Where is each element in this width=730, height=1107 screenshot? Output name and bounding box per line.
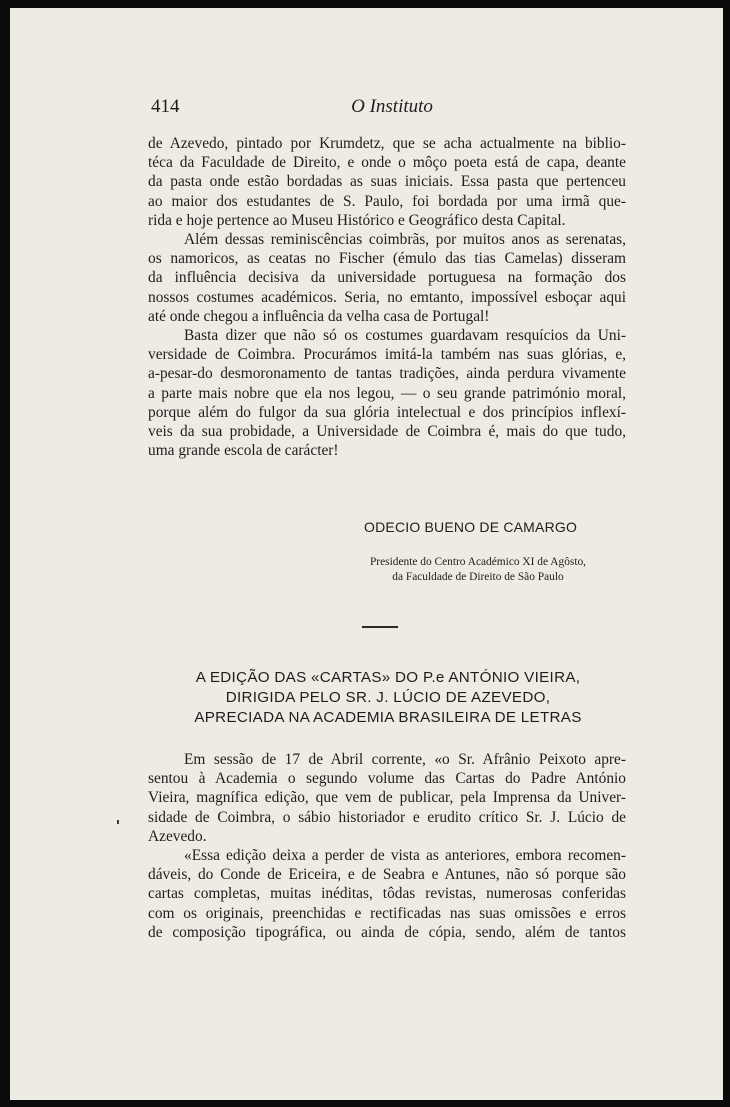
signature-role-line: Presidente do Centro Académico XI de Agôsto, xyxy=(369,556,587,568)
section-title-line: A EDIÇÃO DAS «CARTAS» DO P.e ANTÓNIO VIEIRA, xyxy=(195,669,581,686)
text-line: Em sessão de 17 de Abril corrente, «o Sr. Afrânio Peixoto apre- xyxy=(184,751,626,768)
text-line: «Essa edição deixa a perder de vista as anteriores, embora recomen- xyxy=(184,847,626,865)
text-line: rida e hoje pertence ao Museu Histórico e Geográfico desta Capital. xyxy=(148,211,566,229)
running-title: O Instituto xyxy=(351,96,433,117)
section-title xyxy=(150,668,626,728)
signature-role xyxy=(347,555,609,585)
text-line: nossos costumes académicos. Seria, no emtanto, impossível esboçar aqui xyxy=(148,288,626,306)
text-line: sidade de Coimbra, o sábio historiador e erudito crítico Sr. J. Lúcio de xyxy=(148,808,626,826)
text-line: uma grande escola de carácter! xyxy=(148,442,339,460)
text-line: de Azevedo, pintado por Krumdetz, que se acha actualmente na biblio- xyxy=(148,135,626,152)
section-divider xyxy=(362,626,398,628)
text-line: veis da sua probidade, a Universidade de Coimbra é, mais do que tudo, xyxy=(148,423,626,441)
text-line: os namoricos, as ceatas no Fischer (émulo das tias Camelas) disseram xyxy=(148,250,626,268)
text-line: até onde chegou a influência da velha casa de Portugal! xyxy=(148,307,490,325)
text-line: ao maior dos estudantes de S. Paulo, foi bordada por uma irmã que- xyxy=(148,192,626,210)
text-line: Basta dizer que não só os costumes guardavam resquícios da Uni- xyxy=(184,327,626,345)
text-line: cartas completas, muitas inéditas, tôdas revistas, numerosas conferidas xyxy=(148,885,626,903)
text-line: da pasta onde estão bordadas as suas iniciais. Essa pasta que pertenceu xyxy=(148,173,626,191)
text-line: da influência decisiva da universidade portuguesa na formação dos xyxy=(148,269,626,287)
text-line: a parte mais nobre que ela nos legou, — o seu grande património moral, xyxy=(148,384,626,402)
margin-mark xyxy=(117,820,119,824)
section-title-line: DIRIGIDA PELO SR. J. LÚCIO DE AZEVEDO, xyxy=(225,689,551,706)
text-line: versidade de Coimbra. Procurámos imitá-la também nas suas glórias, e, xyxy=(148,346,626,364)
section-body-text xyxy=(148,750,626,942)
text-line: com os originais, preenchidas e rectificadas nas suas omissões e erros xyxy=(148,904,626,922)
signature-role-line: da Faculdade de Direito de São Paulo xyxy=(392,571,564,583)
text-line: de composição tipográfica, ou ainda de cópia, sendo, além de tantos xyxy=(148,923,626,941)
page-number: 414 xyxy=(151,96,180,117)
text-line: Além dessas reminiscências coimbrãs, por muitos anos as serenatas, xyxy=(184,231,626,249)
text-line: dáveis, do Conde de Ericeira, e de Seabra e Antunes, não só porque são xyxy=(148,866,626,884)
text-line: sentou à Academia o segundo volume das Cartas do Padre António xyxy=(148,770,626,788)
text-line: téca da Faculdade de Direito, e onde o môço poeta está de capa, deante xyxy=(148,154,626,172)
section-title-line: APRECIADA NA ACADEMIA BRASILEIRA DE LETRAS xyxy=(194,709,582,726)
body-text xyxy=(148,134,626,460)
book-page xyxy=(10,8,723,1100)
page-header xyxy=(148,96,636,120)
text-line: a-pesar-do desmoronamento de tantas tradições, ainda perdura vivamente xyxy=(148,365,626,383)
signature-name: ODECIO BUENO DE CAMARGO xyxy=(364,519,578,535)
text-line: Azevedo. xyxy=(148,827,207,845)
text-line: porque além do fulgor da sua glória intelectual e dos princípios inflexí- xyxy=(148,403,626,421)
text-line: Vieira, magnífica edição, que vem de publicar, pela Imprensa da Univer- xyxy=(148,789,626,807)
